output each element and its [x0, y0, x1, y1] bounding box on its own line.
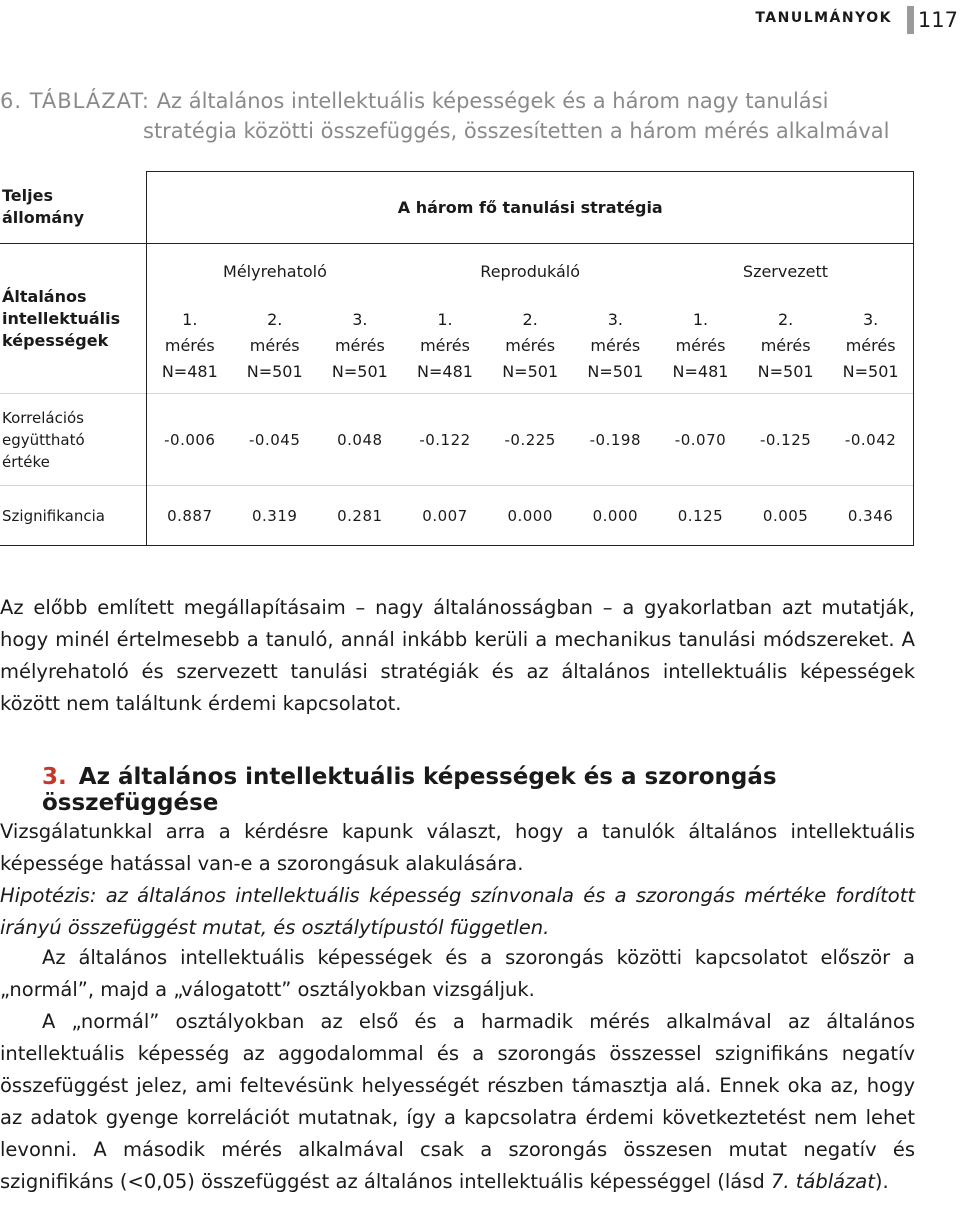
- corr-label-line: Korrelációs: [2, 408, 85, 427]
- paragraph-question: Vizsgálatunkkal arra a kérdésre kapunk választ, hogy a tanulók általános intellektuális képessége hatással van-e a szorongásuk alakulására.: [0, 820, 915, 875]
- measurement-n: N=501: [502, 362, 559, 382]
- row-label: [0, 244, 147, 394]
- measurement-n: N=481: [417, 362, 473, 382]
- significance-value: 0.000: [573, 486, 658, 546]
- significance-value: 0.887: [147, 486, 232, 546]
- measurement-header: [402, 300, 487, 394]
- correlation-value: -0.006: [147, 394, 232, 486]
- sig-label: Szignifikancia: [0, 486, 147, 546]
- measurement-header: [147, 300, 232, 394]
- paragraph-hypothesis: Hipotézis: az általános intellektuális képesség színvonala és a szorongás mértéke fordított irányú összefüggést mutat, és osztálytípustól független.: [0, 884, 915, 939]
- measurement-word: mérés: [334, 336, 385, 356]
- correlation-value: -0.045: [232, 394, 317, 486]
- row-label-line: intellektuális: [2, 308, 121, 328]
- row-label-line: Általános: [2, 286, 87, 306]
- strategy-header: Mélyrehatoló: [147, 244, 402, 300]
- caption-line2: stratégia közötti összefüggés, összesítetten a három mérés alkalmával: [143, 119, 890, 143]
- measurement-n: N=501: [331, 362, 388, 382]
- measurement-header: [573, 300, 658, 394]
- measurement-n: N=501: [842, 362, 899, 382]
- measurement-num: 3.: [352, 310, 368, 330]
- measurement-n: N=481: [161, 362, 218, 382]
- measurement-num: 3.: [862, 310, 879, 330]
- corr-label: [0, 394, 147, 486]
- corr-label-line: együttható: [2, 430, 85, 449]
- measurement-num: 1.: [692, 310, 709, 330]
- measurement-word: mérés: [845, 336, 896, 356]
- table-caption: [0, 86, 940, 146]
- measurement-word: mérés: [164, 336, 215, 356]
- measurement-num: 1.: [182, 310, 198, 330]
- page-number: 117: [917, 8, 958, 32]
- running-header-section: TANULMÁNYOK: [755, 10, 892, 26]
- correlation-table: [0, 171, 914, 546]
- table-reference: 7. táblázat: [770, 1170, 875, 1193]
- measurement-header: [232, 300, 317, 394]
- measurement-header: [743, 300, 828, 394]
- significance-value: 0.125: [658, 486, 743, 546]
- significance-value: 0.319: [232, 486, 317, 546]
- measurement-n: N=501: [246, 362, 303, 382]
- section-number: 3.: [42, 764, 67, 790]
- measurement-n: N=481: [672, 362, 729, 382]
- measurement-word: mérés: [505, 336, 556, 356]
- strategy-header: Reprodukáló: [402, 244, 657, 300]
- paragraph-results: [0, 1006, 915, 1198]
- group-header: A három fő tanulási stratégia: [147, 172, 914, 244]
- correlation-value: -0.198: [573, 394, 658, 486]
- measurement-num: 2.: [778, 310, 794, 330]
- correlation-value: -0.125: [743, 394, 828, 486]
- row-label-line: képességek: [2, 330, 109, 350]
- measurement-num: 2.: [522, 310, 538, 330]
- paragraph-method: Az általános intellektuális képességek és a szorongás közötti kapcsolatot először a „normál”, majd a „válogatott” osztályokban vizsgáljuk.: [0, 946, 915, 1001]
- significance-value: 0.005: [743, 486, 828, 546]
- measurement-header: [658, 300, 743, 394]
- strategy-header: Szervezett: [658, 244, 914, 300]
- measurement-word: mérés: [590, 336, 641, 356]
- caption-label: 6. TÁBLÁZAT:: [0, 89, 150, 113]
- significance-value: 0.000: [488, 486, 573, 546]
- significance-value: 0.346: [828, 486, 913, 546]
- correlation-value: -0.225: [488, 394, 573, 486]
- measurement-word: mérés: [760, 336, 811, 356]
- running-header: [660, 4, 960, 36]
- correlation-value: -0.070: [658, 394, 743, 486]
- section-title: Az általános intellektuális képességek és a szorongás összefüggése: [42, 764, 777, 816]
- corr-label-line: értéke: [2, 452, 50, 471]
- measurement-word: mérés: [675, 336, 726, 356]
- measurement-num: 2.: [267, 310, 283, 330]
- measurement-header: [828, 300, 913, 394]
- correlation-value: -0.122: [402, 394, 487, 486]
- measurement-num: 1.: [437, 310, 453, 330]
- caption-line1: Az általános intellektuális képességek és a három nagy tanulási: [156, 89, 829, 113]
- corner-label-line: Teljes: [2, 186, 53, 206]
- corner-label: [0, 172, 147, 244]
- measurement-word: mérés: [420, 336, 470, 356]
- section-heading: [42, 764, 960, 816]
- results-text: A „normál” osztályokban az első és a harmadik mérés alkalmával az általános intellektuális képesség az aggodalommal és a szorongás összessel szignifikáns negatív összefüggést jelez, ami feltevésünk helyességét részben támasztja alá. Ennek oka az, hogy az adatok gyenge korrelációt mutatnak, így a kapcsolatra érdemi következtetést nem lehet levonni. A második mérés alkalmával csak a szorongás összesen mutat negatív és szignifikáns (<0,05) összefüggést az általános intellektuális képességgel (lásd: [0, 1010, 915, 1193]
- correlation-value: 0.048: [317, 394, 402, 486]
- measurement-word: mérés: [249, 336, 300, 356]
- measurement-num: 3.: [607, 310, 623, 330]
- significance-value: 0.281: [317, 486, 402, 546]
- significance-value: 0.007: [402, 486, 487, 546]
- measurement-header: [317, 300, 402, 394]
- paragraph-findings: Az előbb említett megállapításaim – nagy általánosságban – a gyakorlatban azt mutatják, hogy minél értelmesebb a tanuló, annál inkább kerüli a mechanikus tanulási módszereket. A mélyrehatoló és szervezett tanulási stratégiák és az általános intellektuális képességek között nem találtunk érdemi kapcsolatot.: [0, 596, 915, 715]
- measurement-n: N=501: [757, 362, 814, 382]
- results-text-end: ).: [874, 1170, 889, 1193]
- correlation-value: -0.042: [828, 394, 913, 486]
- measurement-header: [488, 300, 573, 394]
- measurement-n: N=501: [587, 362, 644, 382]
- corner-label-line: állomány: [2, 208, 85, 228]
- running-header-divider: [907, 6, 914, 34]
